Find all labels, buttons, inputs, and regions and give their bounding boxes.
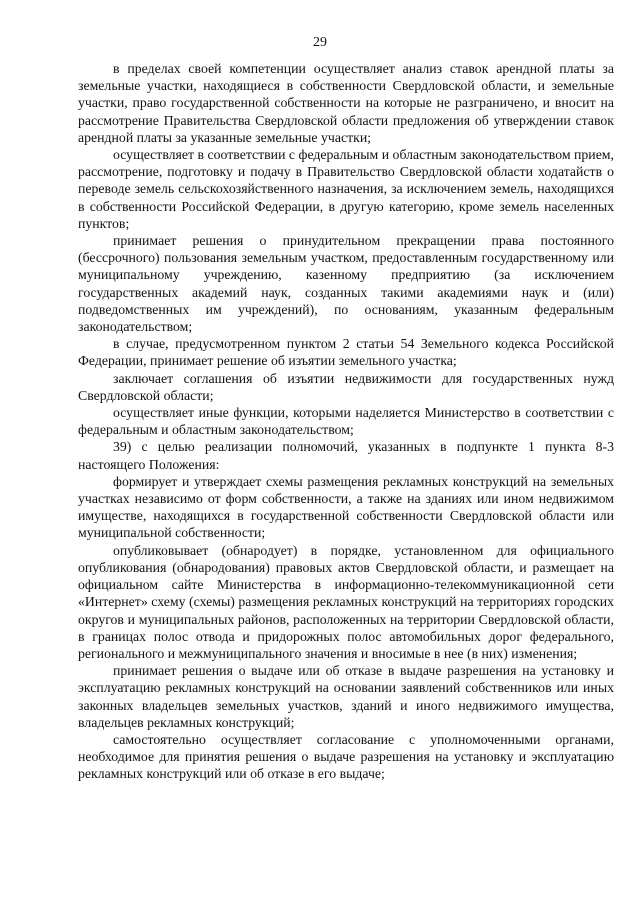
document-body <box>78 60 614 783</box>
paragraph-rent-rates-analysis: в пределах своей компетенции осуществляет анализ ставок арендной платы за земельные участки, находящиеся в собственности Свердловской области, и земельные участки, право государственной собственности на которые не разграничено, и вносит на рассмотрение Правительства Свердловской области предложения об утверждении ставок арендной платы за указанные земельные участки; <box>78 61 614 145</box>
paragraph-advertising-schemes: формирует и утверждает схемы размещения рекламных конструкций на земельных участках независимо от форм собственности, а также на зданиях или ином недвижимом имуществе, находящихся в государственной собственности Свердловской области или муниципальной собственности; <box>78 473 614 541</box>
paragraph-installation-permits: принимает решения о выдаче или об отказе в выдаче разрешения на установку и эксплуатацию рекламных конструкций на основании заявлений собственников или иных законных владельцев земельных участков, зданий и иного недвижимого имущества, владельцев рекламных конструкций; <box>78 663 614 730</box>
paragraph-seizure-agreements: заключает соглашения об изъятии недвижимости для государственных нужд Свердловской области; <box>78 370 614 403</box>
paragraph-permit-coordination: самостоятельно осуществляет согласование с уполномоченными органами, необходимое для принятия решения о выдаче разрешения на установку и эксплуатацию рекламных конструкций или об отказе в его выдаче; <box>78 731 614 782</box>
paragraph-other-functions: осуществляет иные функции, которыми наделяется Министерство в соответствии с федеральным и областным законодательством; <box>78 405 614 438</box>
paragraph-scheme-publication: опубликовывает (обнародует) в порядке, установленном для официального опубликования (обнародования) правовых актов Свердловской области, и размещает на официальном сайте Министерства в информационно-телекоммуникационной сети «Интернет» схему (схемы) размещения рекламных конструкций на территориях городских округов и муниципальных районов, расположенных на территории Свердловской области, в границах полос отвода и придорожных полос автомобильных дорог федерального, регионального и межмуниципального значения и вносимые в нее (в них) изменения; <box>78 542 614 661</box>
paragraph-land-seizure-decision: в случае, предусмотренном пунктом 2 статьи 54 Земельного кодекса Российской Федерации, принимает решение об изъятии земельного участка; <box>78 336 614 369</box>
paragraph-item-39: 39) с целью реализации полномочий, указанных в подпункте 1 пункта 8-3 настоящего Положения: <box>78 439 614 472</box>
paragraph-land-transfer-petitions: осуществляет в соответствии с федеральным и областным законодательством прием, рассмотрение, подготовку и подачу в Правительство Свердловской области ходатайств о переводе земель сельскохозяйственного назначения, за исключением земель, находящихся в собственности Российской Федерации, в другую категорию, кроме земель населенных пунктов; <box>78 147 614 231</box>
paragraph-termination-of-land-use: принимает решения о принудительном прекращении права постоянного (бессрочного) пользования земельным участком, предоставленным государственному или муниципальному учреждению, казенному предприятию (за исключением государственных академий наук, созданных такими академиями наук и (или) подведомственных им учреждений), по основаниям, указанным федеральным законодательством; <box>78 233 614 335</box>
page-number: 29 <box>313 35 327 50</box>
